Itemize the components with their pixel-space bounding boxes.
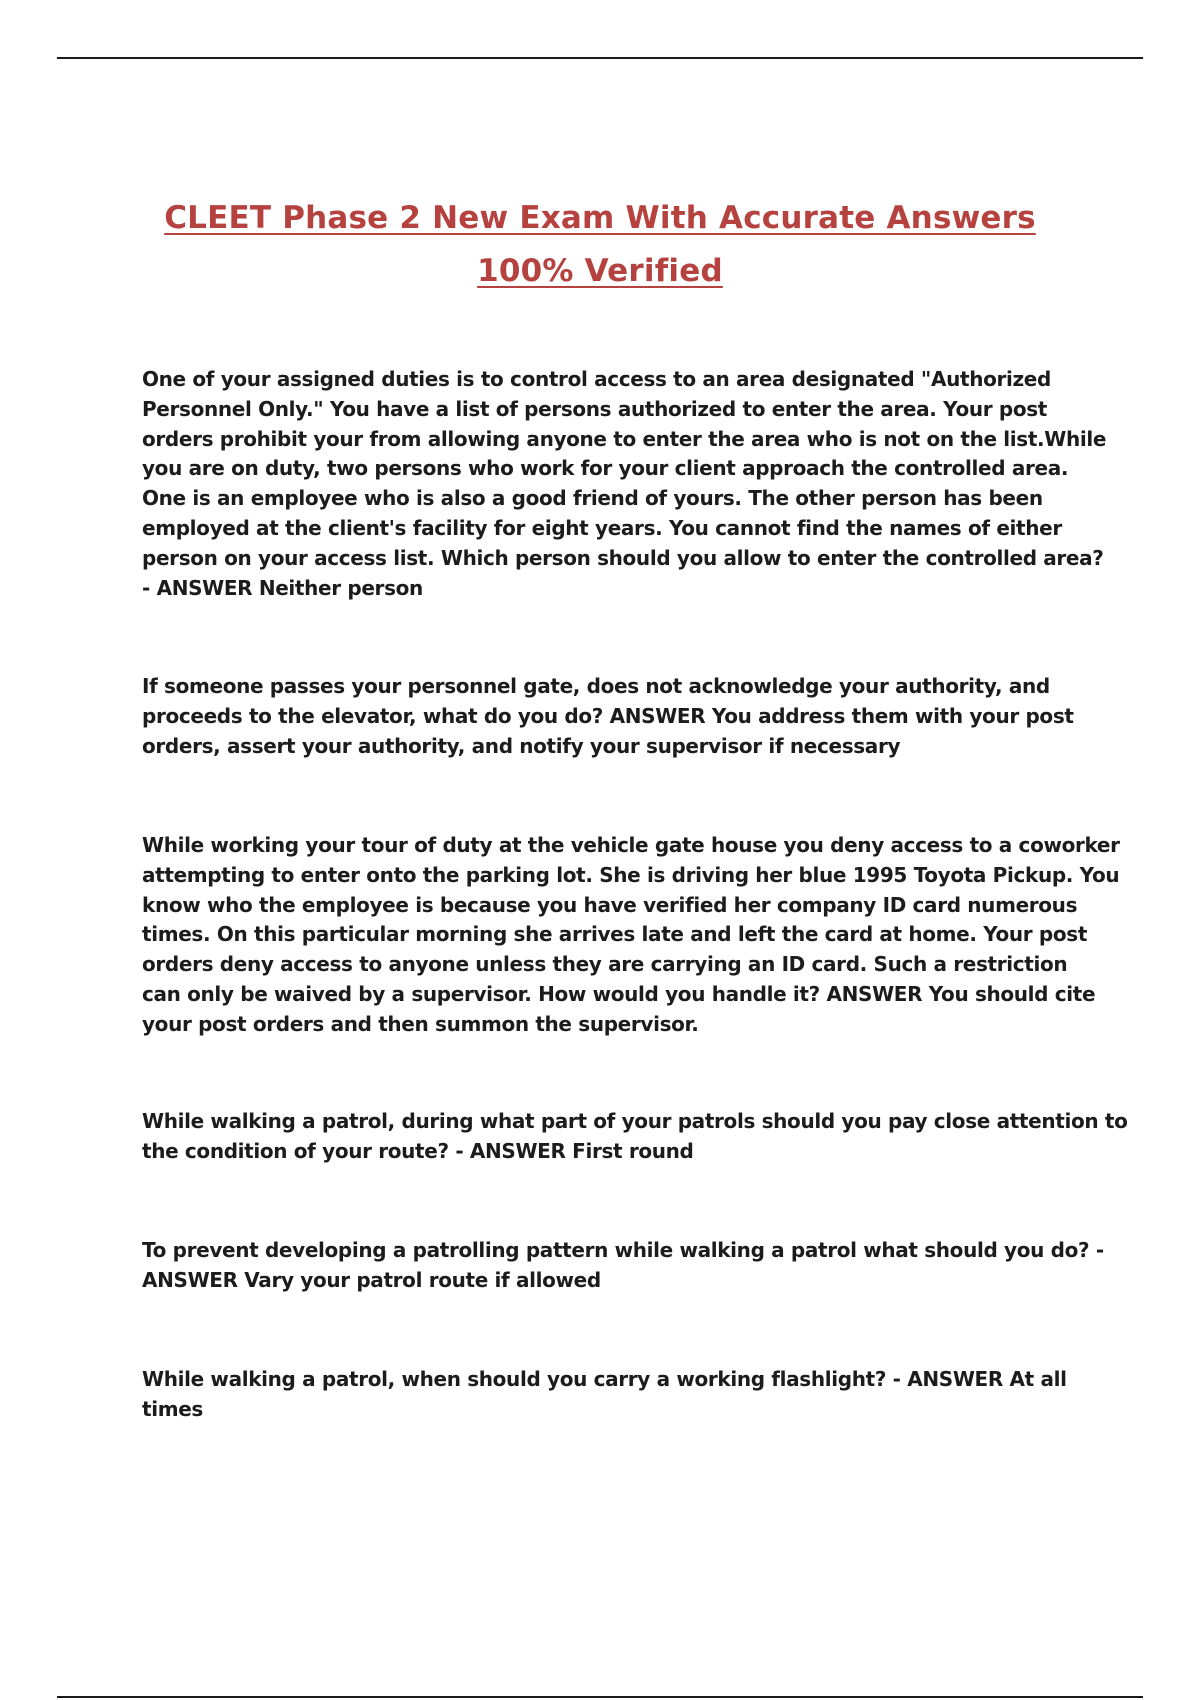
qa-line: Personnel Only." You have a list of persons authorized to enter the area. Your post: [142, 396, 1047, 421]
qa-line: While walking a patrol, when should you carry a working flashlight? - ANSWER At all: [142, 1367, 1067, 1391]
qa-line: can only be waived by a supervisor. How would you handle it? ANSWER You should cite: [142, 981, 1096, 1006]
qa-line: ANSWER Vary your patrol route if allowed: [142, 1267, 601, 1292]
document-title: [100, 192, 1100, 298]
qa-line: attempting to enter onto the parking lot. She is driving her blue 1995 Toyota Pickup. You: [142, 862, 1120, 887]
qa-line: One is an employee who is also a good friend of yours. The other person has been: [142, 486, 1043, 511]
qa-line: person on your access list. Which person should you allow to enter the controlled area?: [142, 545, 1104, 570]
title-line-1: CLEET Phase 2 New Exam With Accurate Answers: [164, 200, 1036, 236]
qa-line: One of your assigned duties is to control access to an area designated "Authorized: [142, 367, 1051, 391]
qa-line: orders, assert your authority, and notify your supervisor if necessary: [142, 733, 901, 758]
qa-line: employed at the client's facility for eight years. You cannot find the names of either: [142, 515, 1062, 540]
qa-line: proceeds to the elevator, what do you do? ANSWER You address them with your post: [142, 703, 1074, 728]
qa-item-3: [142, 831, 1120, 1040]
title-line-2: 100% Verified: [477, 253, 723, 289]
qa-line: times. On this particular morning she arrives late and left the card at home. Your post: [142, 922, 1088, 947]
qa-line: While working your tour of duty at the vehicle gate house you deny access to a coworker: [142, 833, 1120, 857]
qa-item-1: [142, 365, 1107, 603]
qa-line: know who the employee is because you have verified her company ID card numerous: [142, 892, 1078, 917]
qa-answer-line: - ANSWER Neither person: [142, 575, 423, 600]
qa-line: the condition of your route? - ANSWER First round: [142, 1138, 694, 1163]
bottom-divider: [57, 1696, 1143, 1698]
qa-item-2: [142, 672, 1092, 761]
qa-item-5: [142, 1236, 1104, 1296]
qa-line: While walking a patrol, during what part of your patrols should you pay close attention to: [142, 1109, 1128, 1133]
qa-item-4: [142, 1107, 1128, 1167]
qa-line: orders prohibit your from allowing anyone to enter the area who is not on the list.While: [142, 426, 1107, 451]
qa-line: To prevent developing a patrolling pattern while walking a patrol what should you do? -: [142, 1238, 1104, 1262]
qa-item-6: [142, 1365, 1092, 1425]
qa-line: you are on duty, two persons who work for your client approach the controlled area.: [142, 456, 1069, 481]
qa-line: orders deny access to anyone unless they are carrying an ID card. Such a restriction: [142, 952, 1068, 977]
qa-line: your post orders and then summon the supervisor.: [142, 1011, 699, 1036]
qa-line: times: [142, 1396, 203, 1421]
qa-line: If someone passes your personnel gate, does not acknowledge your authority, and: [142, 674, 1050, 698]
top-divider: [57, 57, 1143, 59]
